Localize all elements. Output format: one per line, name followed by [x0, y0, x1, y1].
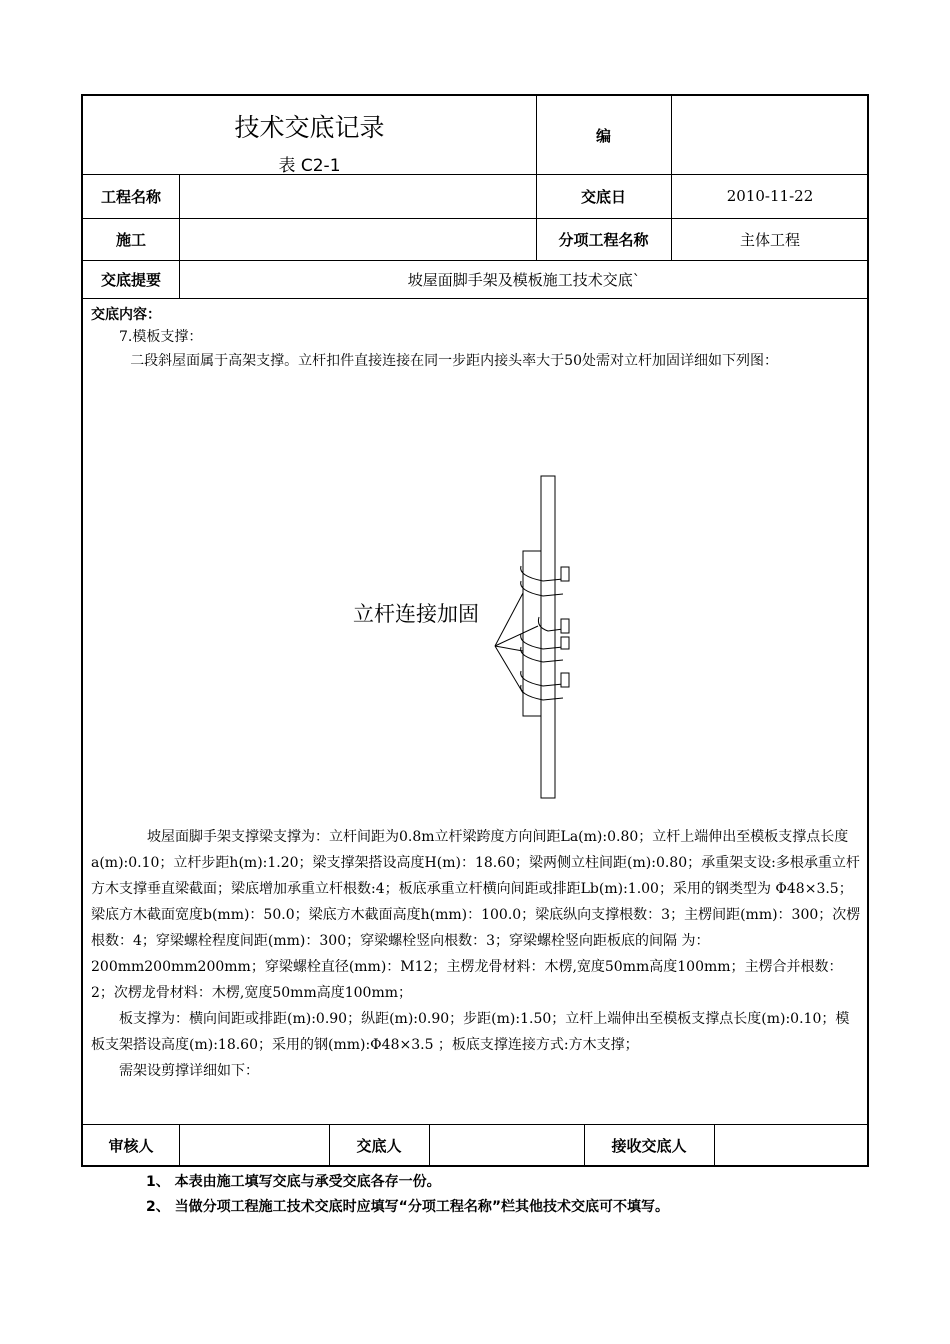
date-label: 交底日	[580, 187, 626, 206]
slab-support-paragraph: 板支撑为：横向间距或排距(m):0.90；纵距(m):0.90；步距(m):1.50；立杆上端伸出至模板支撑点长度(m):0.10；模板支架搭设高度(m):18.60；采用的钢(mm):Φ48×3.5 ；板底支撑连接方式:方木支撑；	[91, 1011, 850, 1053]
reviewer-label: 审核人	[108, 1137, 154, 1155]
technical-disclosure-form	[81, 94, 869, 1167]
form-title: 技术交底记录	[234, 113, 385, 142]
vertical-pole	[541, 476, 555, 798]
bian-label: 编	[595, 126, 611, 145]
note-2: 2、 当做分项工程施工技术交底时应填写“分项工程名称”栏其他技术交底可不填写。	[146, 1199, 670, 1215]
note-1: 1、 本表由施工填写交底与承受交底各存一份。	[146, 1174, 441, 1190]
receiver-label: 接收交底人	[611, 1137, 687, 1155]
beam-support-paragraph: 坡屋面脚手架支撑梁支撑为：立杆间距为0.8m立杆梁跨度方向间距La(m):0.80；立杆上端伸出至模板支撑点长度a(m):0.10；立杆步距h(m):1.20；梁支撑架搭设高度H(m)：18.60；梁两侧立柱间距(m):0.80；承重架支设:多根承重立杆方木支撑垂直梁截面；梁底增加承重立杆根数:4；板底承重立杆横向间距或排距Lb(m):1.00；采用的钢类型为 Φ48×3.5；梁底方木截面宽度b(mm)：50.0；梁底方木截面高度h(mm)：100.0；梁底纵向支撑根数：3；主楞间距(mm)：300；次楞根数：4；穿梁螺栓程度间距(mm)：300；穿梁螺栓竖向根数：3；穿梁螺栓竖向距板底的间隔 为：200mm200mm200mm；穿梁螺栓直径(mm)：M12；主楞龙骨材料：木楞,宽度50mm高度100mm；主楞合并根数：2；次楞龙骨材料：木楞,宽度50mm高度100mm；	[91, 829, 861, 1001]
sub-project-value: 主体工程	[739, 230, 800, 249]
presenter-value	[429, 1124, 584, 1167]
figure-label: 立杆连接加固	[353, 602, 479, 626]
receiver-value	[714, 1124, 869, 1167]
disclosure-content	[91, 302, 861, 374]
form-number: 表 C2-1	[278, 156, 341, 176]
date-value: 2010-11-22	[726, 187, 814, 205]
bracing-paragraph: 需架设剪撑详细如下：	[119, 1063, 259, 1079]
section-heading: 7.模板支撑：	[119, 329, 203, 345]
summary-label: 交底提要	[100, 270, 161, 289]
project-name-value	[179, 174, 536, 218]
pole-reinforcement-figure	[343, 471, 603, 801]
summary-value: 坡屋面脚手架及模板施工技术交底`	[407, 270, 641, 289]
construction-label: 施工	[115, 230, 146, 249]
bian-value	[671, 96, 869, 174]
presenter-label: 交底人	[356, 1137, 402, 1155]
sub-project-label: 分项工程名称	[558, 230, 649, 249]
disclosure-details	[91, 824, 861, 1084]
content-heading: 交底内容：	[91, 307, 161, 323]
divider	[83, 298, 867, 299]
intro-paragraph: 二段斜屋面属于高架支撑。立杆扣件直接连接在同一步距内接头率大于50处需对立杆加固详细如下列图：	[130, 353, 778, 369]
reviewer-value	[179, 1124, 329, 1167]
construction-value	[179, 218, 536, 260]
project-name-label: 工程名称	[100, 187, 161, 206]
